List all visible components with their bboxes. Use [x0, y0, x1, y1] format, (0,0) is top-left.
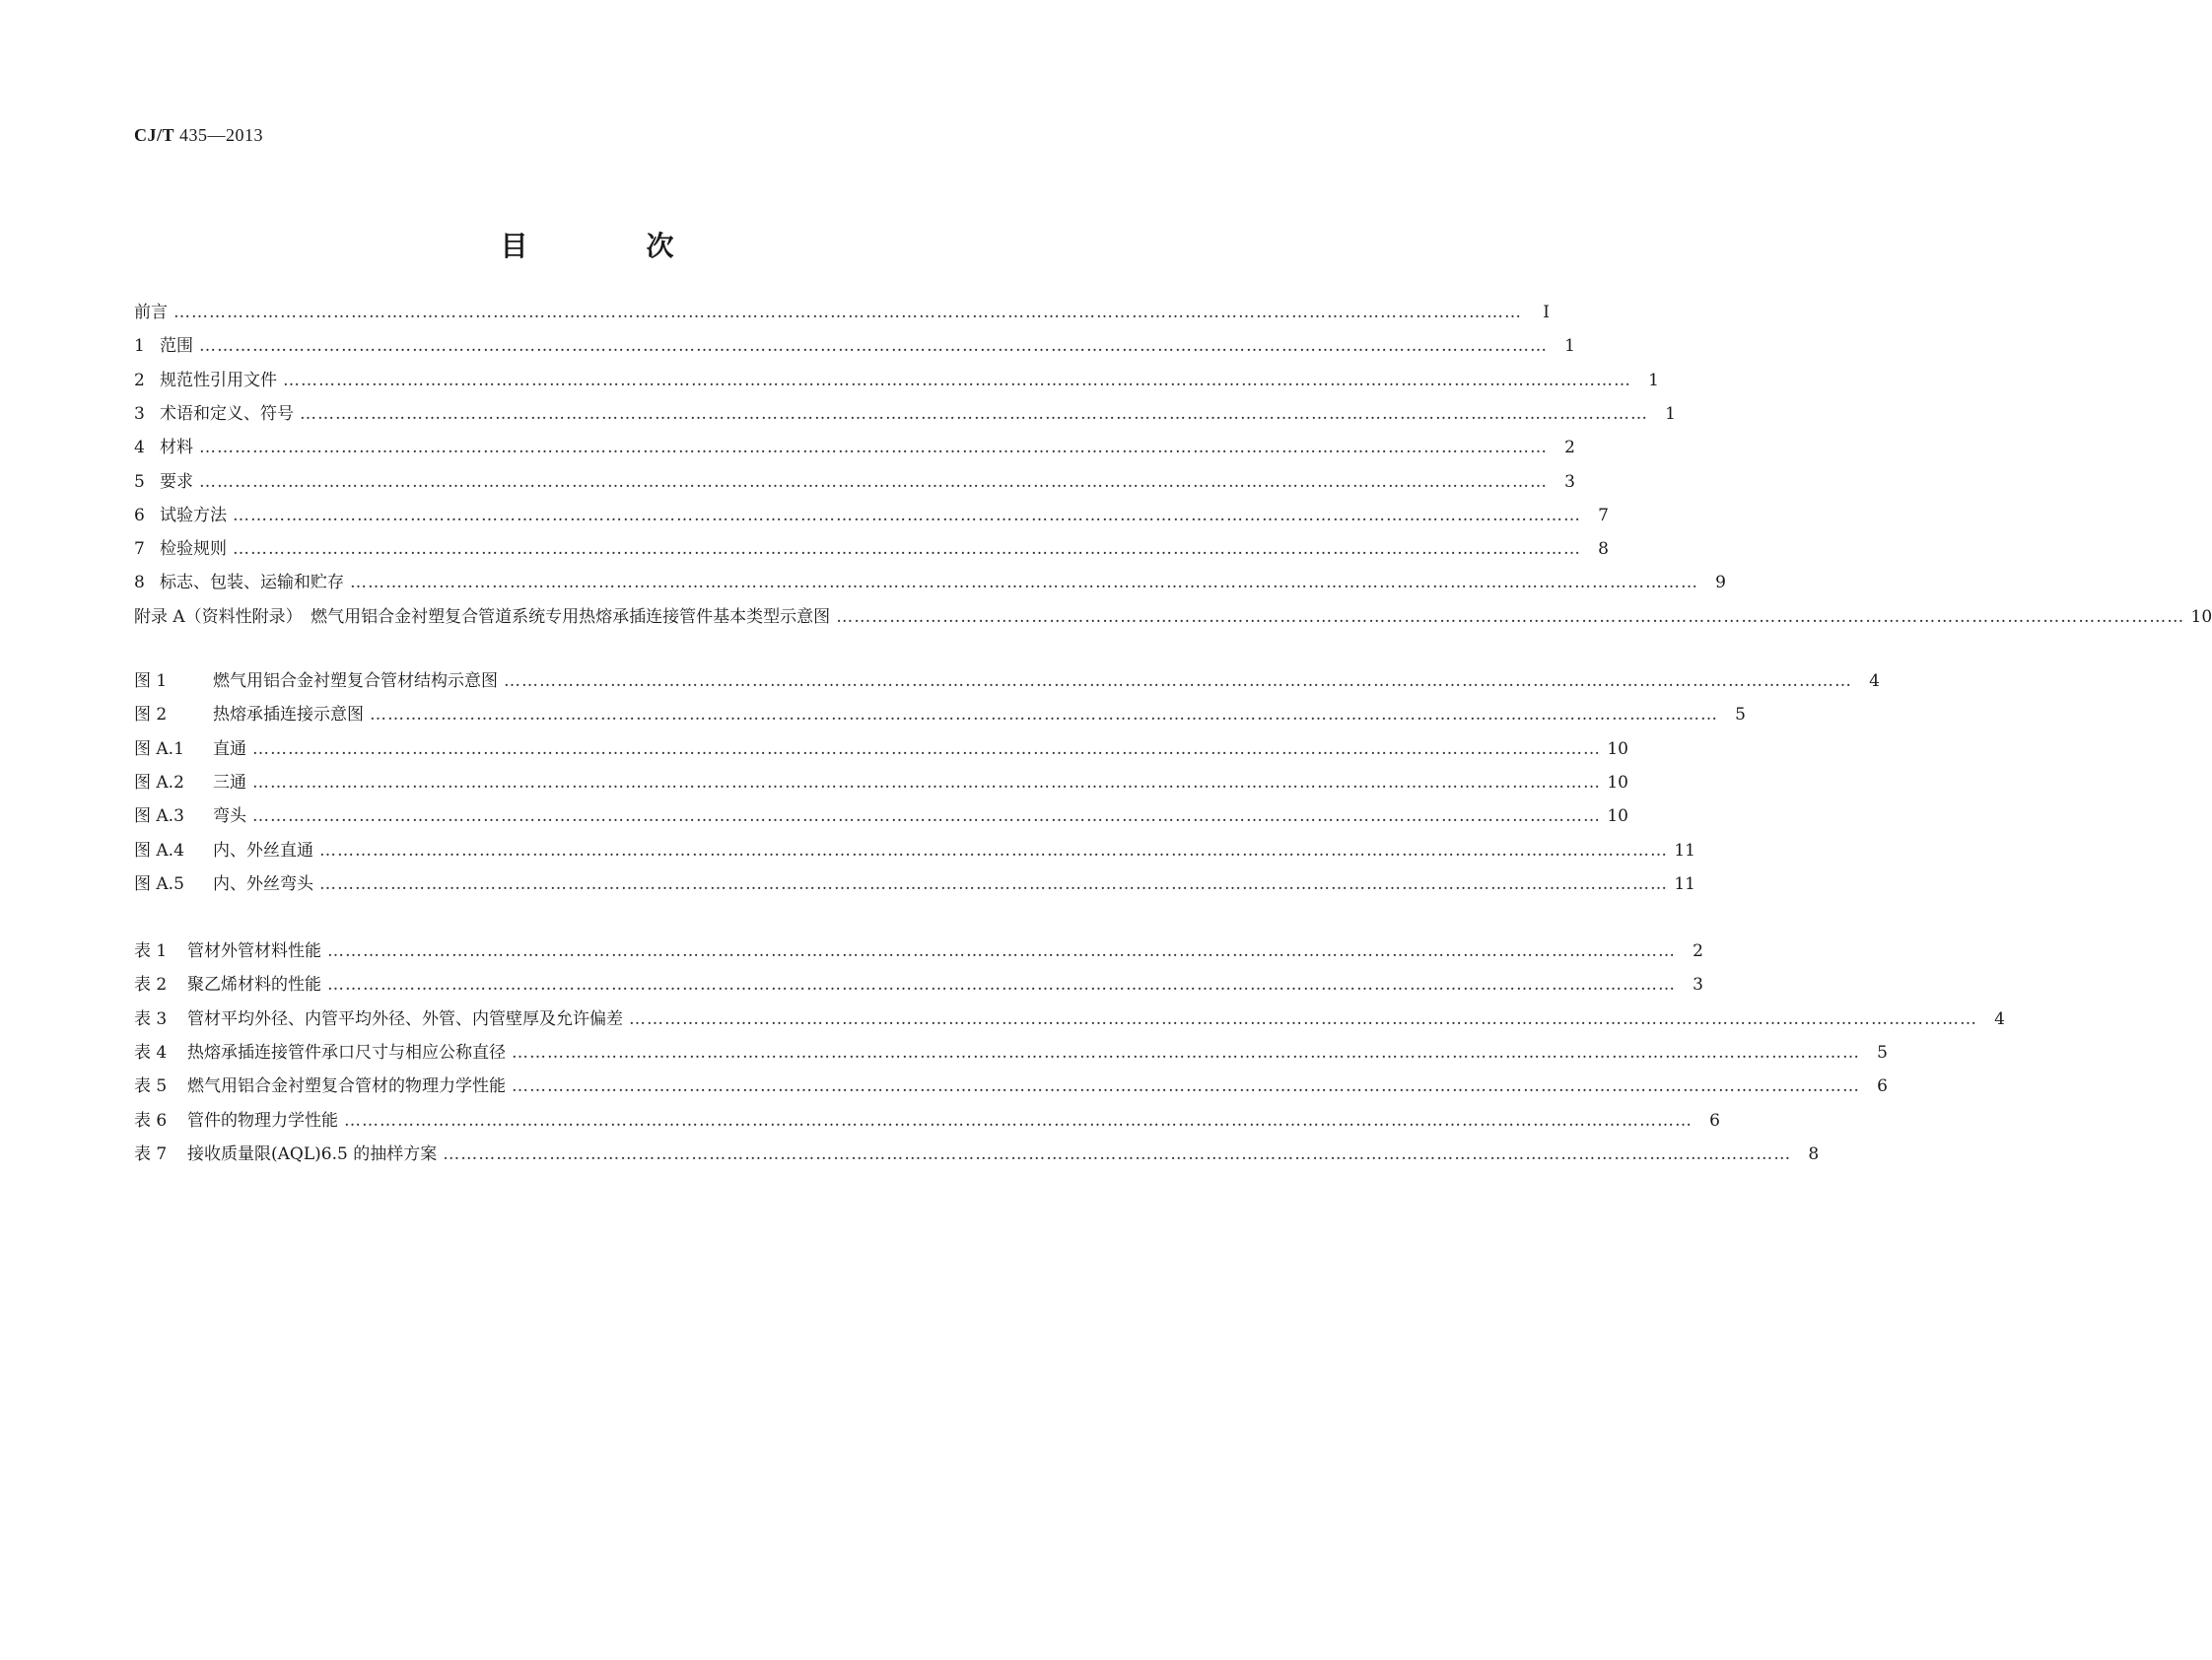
toc-figure-leader-dots: …………………………………………………………………………………………………………………………………………………………………………………………………………: [319, 840, 1668, 861]
toc-figure-number: 图 1: [134, 671, 168, 691]
toc-table-leader-dots: …………………………………………………………………………………………………………………………………………………………………………………………………………: [327, 975, 1676, 996]
toc-table-leader-dots: …………………………………………………………………………………………………………………………………………………………………………………………………………: [629, 1008, 1977, 1029]
toc-section-row[interactable]: [134, 570, 1726, 595]
toc-section-row[interactable]: [134, 469, 1575, 495]
toc-figure-title: 内、外丝弯头: [213, 873, 313, 894]
toc-section-title: 规范性引用文件: [160, 370, 277, 390]
toc-section-number: 5: [134, 471, 145, 492]
toc-table-row[interactable]: [134, 938, 1703, 964]
toc-figure-number: 图 A.4: [134, 840, 184, 861]
toc-section-title: 标志、包装、运输和贮存: [160, 573, 344, 593]
toc-figure-page-number: 10: [1607, 772, 1628, 793]
toc-table-row[interactable]: [134, 1073, 1888, 1099]
toc-figure-row[interactable]: [134, 702, 1746, 727]
toc-section-leader-dots: …………………………………………………………………………………………………………………………………………………………………………………………………………: [836, 606, 2185, 627]
toc-table-page-number: 5: [1877, 1042, 1888, 1063]
toc-figure-number: 图 A.1: [134, 738, 184, 759]
toc-figure-title: 弯头: [213, 806, 246, 827]
toc-section-leader-dots: …………………………………………………………………………………………………………………………………………………………………………………………………………: [350, 573, 1698, 593]
toc-section-row[interactable]: [134, 333, 1575, 359]
toc-table-page-number: 3: [1693, 975, 1703, 996]
toc-section-number: 7: [134, 539, 145, 560]
toc-section-title: 术语和定义、符号: [160, 403, 294, 424]
toc-figure-row[interactable]: [134, 770, 1628, 795]
toc-table-number: 表 1: [134, 941, 168, 961]
toc-section-title: 试验方法: [160, 505, 227, 525]
toc-section-page-number: 1: [1564, 336, 1575, 357]
toc-section-number: 1: [134, 336, 145, 357]
toc-figure-row[interactable]: [134, 803, 1628, 829]
standard-code: [134, 125, 263, 146]
toc-section-row[interactable]: [134, 435, 1575, 460]
toc-section-number: 8: [134, 573, 145, 593]
toc-section-leader-dots: …………………………………………………………………………………………………………………………………………………………………………………………………………: [199, 336, 1548, 357]
toc-figure-number: 图 2: [134, 705, 168, 726]
toc-section-page-number: 7: [1598, 505, 1609, 525]
toc-figure-page-number: 10: [1607, 738, 1628, 759]
toc-table-leader-dots: …………………………………………………………………………………………………………………………………………………………………………………………………………: [327, 941, 1676, 961]
toc-figure-leader-dots: …………………………………………………………………………………………………………………………………………………………………………………………………………: [504, 671, 1852, 691]
toc-section-number: 4: [134, 438, 145, 458]
toc-section-title: 范围: [160, 336, 193, 357]
toc-table-row[interactable]: [134, 972, 1703, 998]
toc-section-title: 检验规则: [160, 539, 227, 560]
toc-table-page-number: 2: [1693, 941, 1703, 961]
toc-table-leader-dots: …………………………………………………………………………………………………………………………………………………………………………………………………………: [443, 1143, 1792, 1164]
toc-figure-title: 热熔承插连接示意图: [213, 705, 364, 726]
toc-table-number: 表 3: [134, 1008, 168, 1029]
toc-section-title: 前言: [134, 303, 168, 322]
toc-figure-leader-dots: …………………………………………………………………………………………………………………………………………………………………………………………………………: [252, 738, 1601, 759]
toc-figure-row[interactable]: [134, 668, 1880, 694]
toc-table-row[interactable]: [134, 1108, 1720, 1134]
toc-table-page-number: 8: [1808, 1143, 1820, 1164]
toc-figure-title: 燃气用铝合金衬塑复合管材结构示意图: [213, 671, 498, 691]
toc-section-row[interactable]: [134, 300, 1550, 325]
toc-figure-page-number: 11: [1674, 873, 1695, 894]
toc-figure-page-number: 5: [1735, 705, 1746, 726]
toc-figure-leader-dots: …………………………………………………………………………………………………………………………………………………………………………………………………………: [370, 705, 1718, 726]
toc-section-page-number: 1: [1665, 403, 1676, 424]
toc-table-title: 管材外管材料性能: [187, 941, 321, 961]
toc-table-row[interactable]: [134, 1040, 1888, 1066]
toc-figure-row[interactable]: [134, 871, 1695, 897]
toc-section-number: 3: [134, 403, 145, 424]
toc-table-page-number: 4: [1994, 1008, 2005, 1029]
toc-table-leader-dots: …………………………………………………………………………………………………………………………………………………………………………………………………………: [344, 1110, 1693, 1131]
toc-section-title: 材料: [160, 438, 193, 458]
toc-figure-page-number: 4: [1869, 671, 1880, 691]
toc-table-page-number: 6: [1877, 1076, 1888, 1097]
toc-section-row[interactable]: [134, 536, 1609, 562]
standard-code-number: 435—2013: [179, 125, 264, 145]
toc-table-row[interactable]: [134, 1006, 2005, 1032]
toc-figure-number: 图 A.5: [134, 873, 184, 894]
toc-figure-row[interactable]: [134, 736, 1628, 762]
standard-code-prefix: CJ/T: [134, 125, 175, 145]
toc-section-row[interactable]: [134, 604, 2212, 630]
toc-section-number: 6: [134, 505, 145, 525]
toc-section-leader-dots: …………………………………………………………………………………………………………………………………………………………………………………………………………: [199, 471, 1548, 492]
toc-table-number: 表 6: [134, 1110, 168, 1131]
toc-figure-page-number: 11: [1674, 840, 1695, 861]
toc-figure-title: 三通: [213, 772, 246, 793]
toc-section-row[interactable]: [134, 401, 1676, 427]
toc-table-leader-dots: …………………………………………………………………………………………………………………………………………………………………………………………………………: [512, 1042, 1860, 1063]
toc-figure-leader-dots: …………………………………………………………………………………………………………………………………………………………………………………………………………: [252, 806, 1601, 827]
toc-figure-leader-dots: …………………………………………………………………………………………………………………………………………………………………………………………………………: [252, 772, 1601, 793]
toc-figure-title: 内、外丝直通: [213, 840, 313, 861]
toc-table-row[interactable]: [134, 1141, 1820, 1167]
toc-table-leader-dots: …………………………………………………………………………………………………………………………………………………………………………………………………………: [512, 1076, 1860, 1097]
toc-figure-row[interactable]: [134, 838, 1695, 864]
toc-table-number: 表 4: [134, 1042, 168, 1063]
toc-section-page-number: 1: [1648, 370, 1659, 390]
toc-section-leader-dots: …………………………………………………………………………………………………………………………………………………………………………………………………………: [300, 403, 1648, 424]
toc-section-number: 2: [134, 370, 145, 390]
toc-section-title: 要求: [160, 471, 193, 492]
toc-section-leader-dots: …………………………………………………………………………………………………………………………………………………………………………………………………………: [283, 370, 1631, 390]
toc-section-page-number: 3: [1564, 471, 1575, 492]
toc-section-row[interactable]: [134, 503, 1609, 528]
toc-table-title: 管材平均外径、内管平均外径、外管、内管壁厚及允许偏差: [187, 1008, 623, 1029]
toc-table-title: 燃气用铝合金衬塑复合管材的物理力学性能: [187, 1076, 506, 1097]
toc-figure-title: 直通: [213, 738, 246, 759]
toc-section-leader-dots: …………………………………………………………………………………………………………………………………………………………………………………………………………: [199, 438, 1548, 458]
page-title: 目 次: [500, 230, 720, 262]
toc-table-number: 表 2: [134, 975, 168, 996]
toc-figure-number: 图 A.3: [134, 806, 184, 827]
toc-section-leader-dots: …………………………………………………………………………………………………………………………………………………………………………………………………………: [173, 303, 1522, 322]
toc-section-page-number: Ⅰ: [1543, 303, 1550, 322]
toc-table-title: 接收质量限(AQL)6.5 的抽样方案: [187, 1143, 438, 1164]
toc-table-number: 表 5: [134, 1076, 168, 1097]
toc-table-page-number: 6: [1709, 1110, 1720, 1131]
toc-table-number: 表 7: [134, 1143, 168, 1164]
toc-table-title: 管件的物理力学性能: [187, 1110, 338, 1131]
toc-section-page-number: 9: [1715, 573, 1726, 593]
toc-table-title: 聚乙烯材料的性能: [187, 975, 321, 996]
toc-section-page-number: 10: [2190, 606, 2212, 627]
toc-section-title: 附录 A（资料性附录） 燃气用铝合金衬塑复合管道系统专用热熔承插连接管件基本类型示意图: [134, 606, 831, 627]
toc-section-page-number: 2: [1564, 438, 1575, 458]
toc-section-page-number: 8: [1598, 539, 1609, 560]
toc-figure-leader-dots: …………………………………………………………………………………………………………………………………………………………………………………………………………: [319, 873, 1668, 894]
toc-section-leader-dots: …………………………………………………………………………………………………………………………………………………………………………………………………………: [233, 505, 1581, 525]
toc-section-leader-dots: …………………………………………………………………………………………………………………………………………………………………………………………………………: [233, 539, 1581, 560]
toc-figure-page-number: 10: [1607, 806, 1628, 827]
toc-figure-number: 图 A.2: [134, 772, 184, 793]
toc-table-title: 热熔承插连接管件承口尺寸与相应公称直径: [187, 1042, 506, 1063]
toc-section-row[interactable]: [134, 368, 1659, 393]
